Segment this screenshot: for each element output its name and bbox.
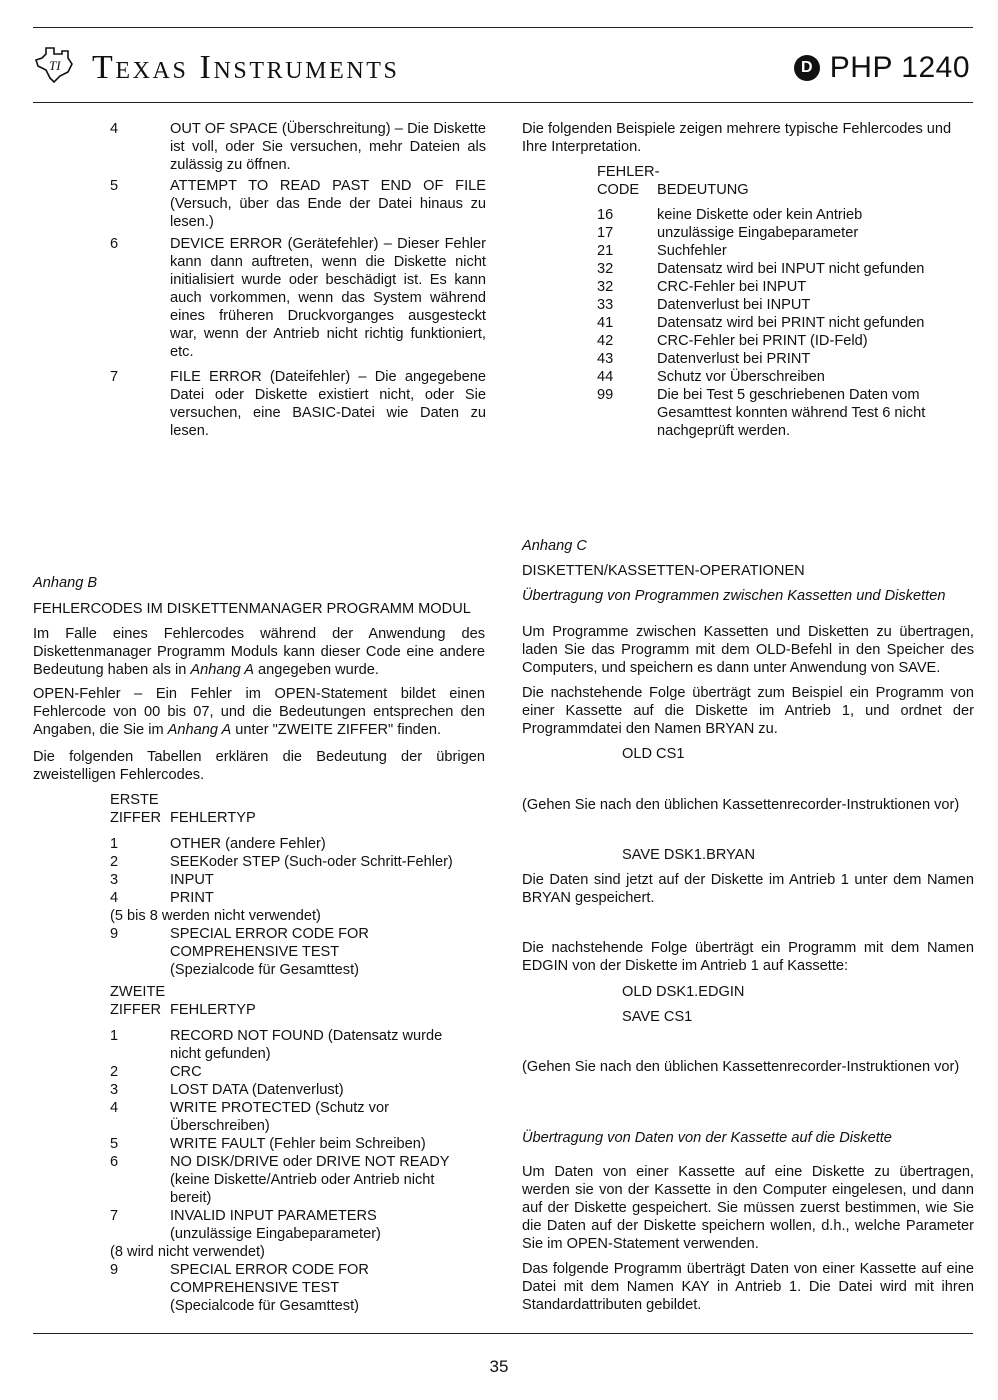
error-type: SPECIAL ERROR CODE FOR [170, 926, 369, 942]
table-row [110, 853, 490, 871]
error-type: (Spezialcode für Gesamttest) [170, 962, 359, 978]
list-item [110, 368, 488, 440]
table-header-line2: ZIFFER [110, 810, 162, 826]
table-note: (5 bis 8 werden nicht verwendet) [110, 908, 321, 924]
table-row [597, 368, 977, 386]
error-type: INVALID INPUT PARAMETERS [170, 1208, 377, 1224]
texas-instruments-logo-icon [32, 42, 76, 86]
top-rule [33, 27, 973, 28]
appendix-b-label: Anhang B [33, 575, 98, 591]
error-type: SEEKoder STEP (Such-oder Schritt-Fehler) [170, 854, 453, 870]
svg-text:TI: TI [49, 58, 61, 73]
error-type: PRINT [170, 890, 214, 906]
appendix-c-paragraph: Die nachstehende Folge überträgt zum Beispiel ein Programm von einer Kassette auf die Diskette im Antrieb 1, und ordnet der Programmdatei den Namen BRYAN zu. [522, 685, 974, 737]
error-type: Überschreiben) [170, 1118, 270, 1134]
table-header-line2: ZIFFER [110, 1002, 162, 1018]
brand-name: Texas Instruments [92, 49, 400, 86]
table-row [110, 889, 490, 907]
table-row [110, 1207, 490, 1243]
meaning-header: BEDEUTUNG [657, 182, 749, 198]
table-row [110, 925, 490, 979]
error-type: RECORD NOT FOUND (Datensatz wurde [170, 1028, 443, 1044]
appendix-c-paragraph: Das folgende Programm überträgt Daten von einer Kassette auf eine Datei mit dem Namen KAY in Antrieb 1. Die Datei wird mit ihren Standardattributen gebildet. [522, 1261, 974, 1313]
paragraph-text: angegeben wurde. [253, 662, 379, 678]
table-row [110, 835, 490, 853]
appendix-c-paragraph: Um Daten von einer Kassette auf eine Diskette zu übertragen, werden sie von der Kassette in den Computer eingelesen, und dann auf der Diskette gespeichert. Sie müssen zuerst bestimmen, wie Sie die Daten auf der Diskette speichern wollen, d.h., welche Parameter Sie im OPEN-Statement verwenden. [522, 1164, 974, 1252]
error-type: INPUT [170, 872, 214, 888]
error-type: LOST DATA (Datenverlust) [170, 1082, 344, 1098]
table-row [110, 1027, 490, 1063]
command-line: OLD DSK1.EDGIN [622, 984, 745, 1000]
table-row [597, 332, 977, 350]
top-left-error-list [110, 120, 488, 440]
error-meaning: Datenverlust bei INPUT [657, 297, 811, 313]
table-row [597, 278, 977, 296]
digit: 4 [110, 890, 119, 906]
digit: 4 [110, 1100, 119, 1116]
error-meaning: keine Diskette oder kein Antrieb [657, 207, 863, 223]
code-table-header [597, 163, 749, 199]
table-row [110, 871, 490, 889]
table-row [597, 386, 977, 440]
appendix-reference: Anhang A [167, 722, 232, 738]
error-type: (keine Diskette/Antrieb oder Antrieb nicht [170, 1172, 435, 1188]
error-type: (Specialcode für Gesamttest) [170, 1298, 359, 1314]
error-meaning: unzulässige Eingabeparameter [657, 225, 859, 241]
examples-intro: Die folgenden Beispiele zeigen mehrere typische Fehlercodes und Ihre Interpretation. [522, 121, 952, 155]
table-row [597, 206, 977, 224]
digit: 1 [110, 1028, 119, 1044]
list-item [110, 120, 488, 177]
table-header-line1: ERSTE [110, 792, 159, 808]
second-digit-table [110, 983, 490, 1315]
table-row [110, 1261, 490, 1315]
table-row [110, 1153, 490, 1207]
item-number: 4 [110, 121, 119, 137]
table-row [110, 1081, 490, 1099]
appendix-c-paragraph: (Gehen Sie nach den üblichen Kassettenrecorder-Instruktionen vor) [522, 1059, 960, 1075]
table-header-type: FEHLERTYP [170, 1002, 256, 1018]
table-row [110, 1099, 490, 1135]
table-row [597, 242, 977, 260]
code-header-line2: CODE [597, 182, 640, 198]
appendix-c-paragraph: Die nachstehende Folge überträgt ein Programm mit dem Namen EDGIN von der Diskette im Antrieb 1 auf Kassette: [522, 940, 974, 974]
error-meaning: Schutz vor Überschreiben [657, 369, 825, 385]
appendix-c-paragraph: Die Daten sind jetzt auf der Diskette im Antrieb 1 unter dem Namen BRYAN gespeichert. [522, 872, 974, 906]
footer-rule [33, 1333, 973, 1334]
page-number: 35 [489, 1357, 509, 1376]
digit: 2 [110, 854, 119, 870]
digit: 7 [110, 1208, 119, 1224]
digit: 9 [110, 1262, 119, 1278]
table-row [110, 1135, 490, 1153]
error-code: 33 [597, 297, 614, 313]
header-rule [33, 102, 973, 103]
error-meaning: CRC-Fehler bei PRINT (ID-Feld) [657, 333, 868, 349]
error-code: 17 [597, 225, 614, 241]
digit: 3 [110, 872, 119, 888]
command-line: SAVE DSK1.BRYAN [622, 847, 756, 863]
list-item [110, 177, 488, 235]
item-text: DEVICE ERROR (Gerätefehler) – Dieser Fehler kann dann auftreten, wenn die Diskette nicht initialisiert wurde oder beschädigt ist. Es kann auch vorkommen, wenn das System während eines früheren Druckvorganges ausgesteckt war, wenn der Antrieb nicht richtig funktioniert, etc. [170, 236, 486, 360]
table-note: (8 wird nicht verwendet) [110, 1244, 265, 1260]
list-item [110, 235, 488, 368]
error-code: 41 [597, 315, 614, 331]
error-type: NO DISK/DRIVE oder DRIVE NOT READY [170, 1154, 450, 1170]
paragraph-text: unter "ZWEITE ZIFFER" finden. [231, 722, 442, 738]
appendix-c-subtitle: Übertragung von Programmen zwischen Kassetten und Disketten [522, 588, 946, 604]
digit: 3 [110, 1082, 119, 1098]
item-text: OUT OF SPACE (Überschreitung) – Die Diskette ist voll, oder Sie versuchen, mehr Dateien als zulässig zu öffnen. [170, 121, 486, 173]
code-header-line1: FEHLER- [597, 164, 660, 180]
table-header-line1: ZWEITE [110, 984, 166, 1000]
paragraph-text: Im Falle eines Fehlercodes während der Anwendung des Diskettenmanager Programm Moduls kann dieser Code eine andere Bedeutung haben als in [33, 626, 485, 678]
command-line: SAVE CS1 [622, 1009, 693, 1025]
error-meaning: Datensatz wird bei PRINT nicht gefunden [657, 315, 925, 331]
error-code: 42 [597, 333, 614, 349]
error-meaning: Datenverlust bei PRINT [657, 351, 811, 367]
error-code: 32 [597, 279, 614, 295]
table-row [597, 350, 977, 368]
appendix-b-paragraph [33, 625, 485, 679]
digit: 2 [110, 1064, 119, 1080]
appendix-b-title: FEHLERCODES IM DISKETTENMANAGER PROGRAMM MODUL [33, 601, 471, 617]
error-meaning: CRC-Fehler bei INPUT [657, 279, 807, 295]
error-type: bereit) [170, 1190, 212, 1206]
error-meaning: Datensatz wird bei INPUT nicht gefunden [657, 261, 925, 277]
table-row [110, 1063, 490, 1081]
error-type: CRC [170, 1064, 202, 1080]
table-row [597, 224, 977, 242]
error-type: OTHER (andere Fehler) [170, 836, 326, 852]
error-type: COMPREHENSIVE TEST [170, 944, 340, 960]
appendix-reference: Anhang A [190, 662, 254, 678]
error-type: COMPREHENSIVE TEST [170, 1280, 340, 1296]
table-row [597, 260, 977, 278]
digit: 1 [110, 836, 119, 852]
appendix-b-paragraph [33, 685, 485, 739]
item-text: ATTEMPT TO READ PAST END OF FILE (Versuch, über das Ende der Datei hinaus zu lesen.) [170, 178, 486, 230]
digit: 9 [110, 926, 119, 942]
error-code: 43 [597, 351, 614, 367]
appendix-c-subtitle: Übertragung von Daten von der Kassette auf die Diskette [522, 1130, 892, 1146]
error-code: 16 [597, 207, 614, 223]
language-badge-icon: D [794, 55, 820, 81]
error-code: 21 [597, 243, 614, 259]
appendix-c-paragraph: (Gehen Sie nach den üblichen Kassettenrecorder-Instruktionen vor) [522, 797, 960, 813]
item-number: 5 [110, 178, 119, 194]
appendix-b-paragraph: Die folgenden Tabellen erklären die Bedeutung der übrigen zweistelligen Fehlercodes. [33, 749, 485, 783]
error-type: nicht gefunden) [170, 1046, 271, 1062]
first-digit-table [110, 791, 490, 979]
paragraph-text: OPEN-Fehler – Ein Fehler im OPEN-Statement bildet einen Fehlercode von 00 bis 07, und die Bedeutungen entsprechen den Angaben, die Sie im [33, 686, 485, 738]
error-meaning: Die bei Test 5 geschriebenen Daten vom Gesamttest konnten während Test 6 nicht nachgeprüft werden. [657, 387, 926, 439]
error-type: SPECIAL ERROR CODE FOR [170, 1262, 369, 1278]
appendix-c-title: DISKETTEN/KASSETTEN-OPERATIONEN [522, 563, 805, 579]
error-code: 44 [597, 369, 614, 385]
item-number: 6 [110, 236, 119, 252]
item-number: 7 [110, 369, 119, 385]
command-line: OLD CS1 [622, 746, 685, 762]
error-meaning: Suchfehler [657, 243, 727, 259]
error-code: 99 [597, 387, 614, 403]
appendix-c-label: Anhang C [522, 538, 587, 554]
item-text: FILE ERROR (Dateifehler) – Die angegebene Datei oder Diskette existiert nicht, oder Sie versuchen, eine BASIC-Datei wie Daten zu lesen. [170, 369, 486, 439]
table-row [597, 296, 977, 314]
error-type: WRITE FAULT (Fehler beim Schreiben) [170, 1136, 426, 1152]
error-code: 32 [597, 261, 614, 277]
code-table [597, 206, 977, 440]
error-type: (unzulässige Eingabeparameter) [170, 1226, 381, 1242]
document-id: PHP 1240 [829, 51, 970, 84]
document-id-block [794, 48, 970, 88]
table-header-type: FEHLERTYP [170, 810, 256, 826]
digit: 5 [110, 1136, 119, 1152]
error-type: WRITE PROTECTED (Schutz vor [170, 1100, 389, 1116]
table-row [597, 314, 977, 332]
digit: 6 [110, 1154, 119, 1170]
appendix-c-paragraph: Um Programme zwischen Kassetten und Disketten zu übertragen, laden Sie das Programm mit dem OLD-Befehl in den Speicher des Computers, und speichern es dann unter Anwendung von SAVE. [522, 624, 974, 676]
